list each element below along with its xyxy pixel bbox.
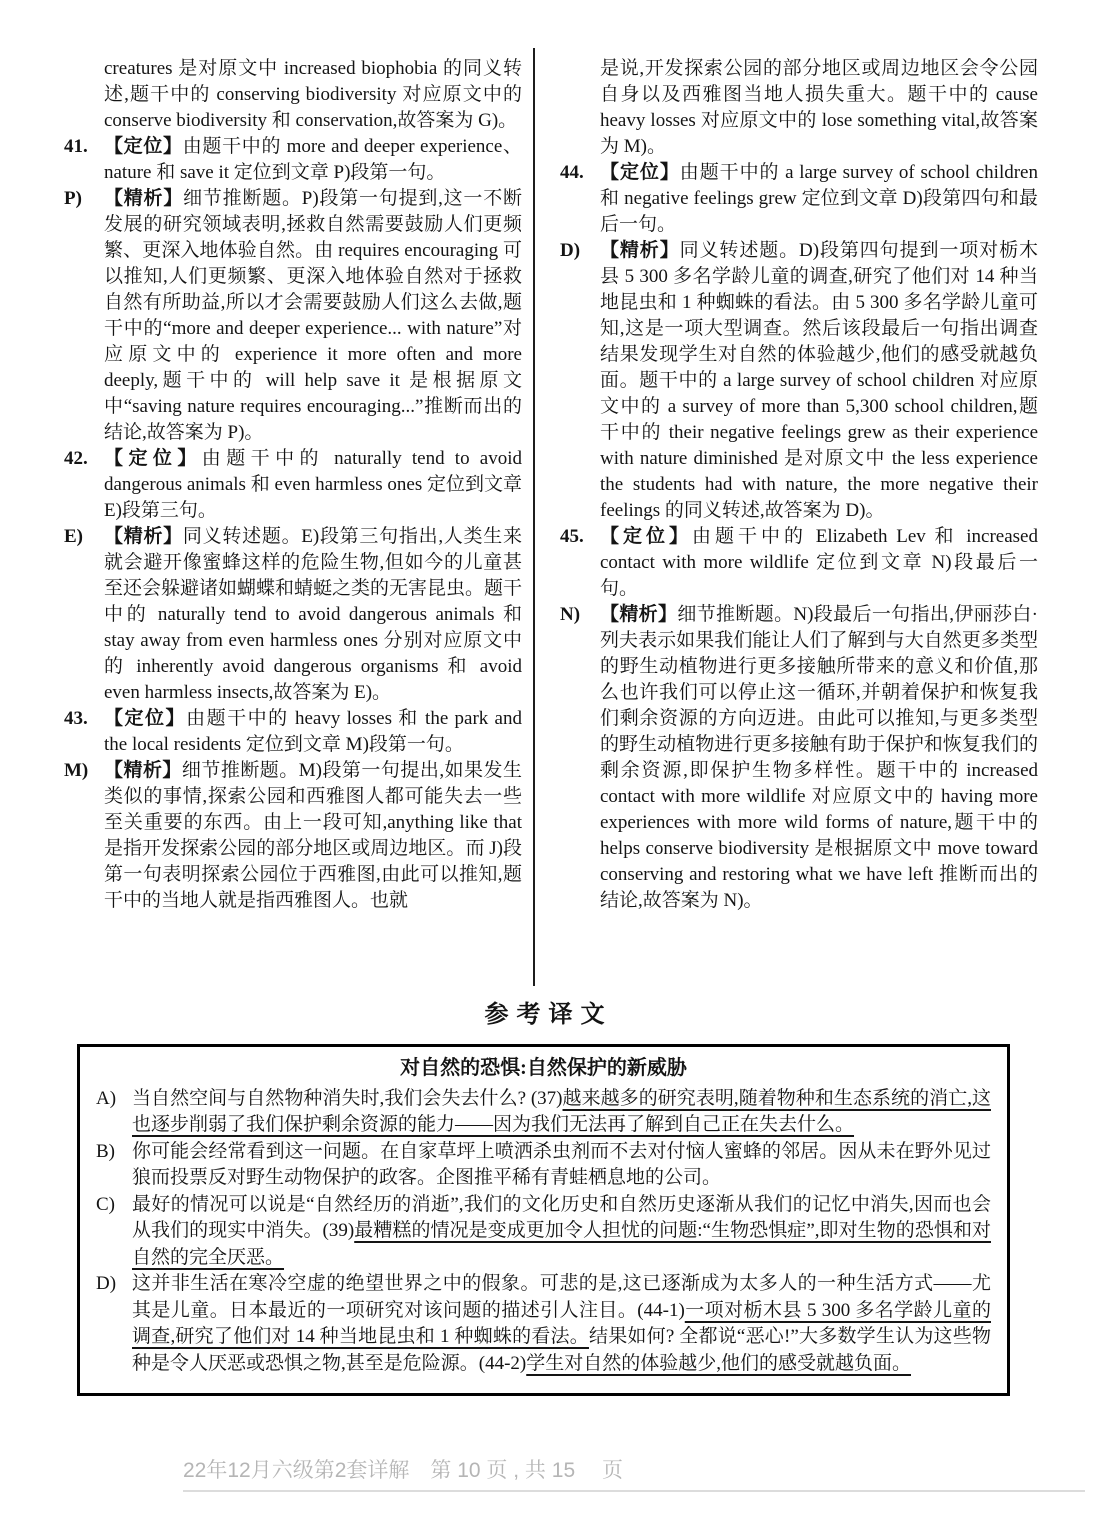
bold-term: 【精析】 <box>600 240 680 261</box>
item-marker: A) <box>96 1087 117 1109</box>
explanation-item <box>560 56 1038 160</box>
translation-paragraph <box>96 1086 991 1139</box>
text-run: 细节推断题。P)段第一句提到,这一不断发展的研究领域表明,拯救自然需要鼓励人们更频繁、更深入地体验自然。由 requires encouraging 可以推知,人们更频繁、更深入地体验自然对于拯救自然有所助益,所以才会需要鼓励人们这么去做,题干中的“more and deeper experience... with nature”对应原文中的 experience it more often and more deeply,题干中的 will help save it 是根据原文中“saving nature requires encouraging...”推断而出的结论,故答案为 P)。 <box>104 188 522 443</box>
text-run: creatures 是对原文中 increased biophobia 的同义转述,题干中的 conserving biodiversity 对应原文中的 conserve biodiversity 和 conservation,故答案为 G)。 <box>104 58 522 131</box>
item-marker: 43. <box>64 708 88 729</box>
explanation-item <box>64 446 522 524</box>
explanation-item <box>64 186 522 446</box>
text-run: 当自然空间与自然物种消失时,我们会失去什么? (37) <box>132 1087 563 1109</box>
item-marker: C) <box>96 1193 115 1215</box>
explanation-item <box>64 134 522 186</box>
underlined-text: 越来越多的研究表明,随着物种和生态系统的消亡,这也逐步削弱了我们保护剩余资源的能力——因为我们无法再了解到自己正在失去什么。 <box>132 1087 991 1135</box>
item-marker: 45. <box>560 526 584 547</box>
underlined-text: 一项对栃木县 5 300 多名学龄儿童的调查,研究了他们对 14 种当地昆虫和 1 种蜘蛛的看法。 <box>132 1299 991 1347</box>
text-run: 由题干中的 more and deeper experience、nature 和 save it 定位到文章 P)段第一句。 <box>104 136 522 183</box>
item-marker: 41. <box>64 136 88 157</box>
item-marker: D) <box>560 240 581 261</box>
translation-paragraph <box>96 1271 991 1377</box>
text-run: 由题干中的 naturally tend to avoid dangerous animals 和 even harmless ones 定位到文章 E)段第三句。 <box>104 448 522 521</box>
explanation-item <box>560 602 1038 914</box>
item-text <box>600 526 1038 599</box>
explanation-item <box>560 524 1038 602</box>
item-text <box>104 188 522 443</box>
item-text <box>104 760 522 911</box>
text-run: 细节推断题。M)段第一句提出,如果发生类似的事情,探索公园和西雅图人都可能失去一些至关重要的东西。由上一段可知,anything like that 是指开发探索公园的部分地区或周边地区。而 J)段第一句表明探索公园位于西雅图,由此可以推知,题干中的当地人就是指西雅图人。也就 <box>104 760 522 911</box>
bold-term: 【精析】 <box>104 188 184 209</box>
explanation-item <box>64 56 522 134</box>
item-marker: M) <box>64 760 89 781</box>
bold-term: 【精析】 <box>104 526 183 547</box>
item-text <box>104 708 522 755</box>
item-marker: D) <box>96 1273 117 1294</box>
text-run: 由题干中的 Elizabeth Lev 和 increased contact with more wildlife 定位到文章 N)段最后一句。 <box>600 526 1038 599</box>
bold-term: 【定位】 <box>104 708 187 729</box>
bold-term: 【定位】 <box>600 162 680 183</box>
item-text <box>104 448 522 521</box>
page-footer: 22年12月六级第2套详解 第 10 页 , 共 15 页 <box>183 1454 1085 1492</box>
answers-column-right <box>560 56 1038 914</box>
bold-term: 【精析】 <box>600 604 678 625</box>
underlined-text: 学生对自然的体验越少,他们的感受就越负面。 <box>526 1352 911 1374</box>
text-run: 同义转述题。E)段第三句指出,人类生来就会避开像蜜蜂这样的危险生物,但如今的儿童甚至还会躲避诸如蝴蝶和蜻蜓之类的无害昆虫。题干中的 naturally tend to avoid dangerous animals 和 stay away from even harmless ones 分别对应原文中的 inherently avoid dangerous organisms 和 avoid even harmless insects,故答案为 E)。 <box>104 526 523 703</box>
explanation-item <box>64 758 522 914</box>
text-run: 同义转述题。D)段第四句提到一项对栃木县 5 300 多名学龄儿童的调查,研究了他们对 14 种当地昆虫和 1 种蜘蛛的看法。由 5 300 多名学龄儿童可知,这是一项大型调查。然后该段最后一句指出调查结果发现学生对自然的体验越少,他们的感受就越负面。题干中的 a large survey of school children 对应原文中的 a survey of more than 5,300 school children,题干中的 their negative feelings grew as their experience with nature diminished 是对原文中 the less experience the students had with nature, the more negative their feelings 的同义转述,故答案为 D)。 <box>600 240 1038 521</box>
item-text <box>600 240 1038 521</box>
text-run: 这并非生活在寒冷空虚的绝望世界之中的假象。可悲的是,这已逐渐成为太多人的一种生活方式——尤其是儿童。日本最近的一项研究对该问题的描述引人注目。(44-1) <box>132 1273 991 1321</box>
item-marker: P) <box>64 188 82 209</box>
item-text <box>104 58 522 131</box>
item-text <box>132 1273 991 1374</box>
translation-paragraph <box>96 1139 991 1192</box>
item-marker: 44. <box>560 162 584 183</box>
item-marker: N) <box>560 604 581 625</box>
bold-term: 【精析】 <box>104 760 182 781</box>
translation-box <box>77 1044 1010 1396</box>
reference-translation-heading: 参考译文 <box>484 1002 613 1028</box>
text-run: 最好的情况可以说是“自然经历的消逝”,我们的文化历史和自然历史逐渐从我们的记忆中消失,因而也会从我们的现实中消失。(39) <box>132 1193 991 1241</box>
explanation-item <box>64 706 522 758</box>
text-run: 由题干中的 heavy losses 和 the park and the local residents 定位到文章 M)段第一句。 <box>104 708 522 755</box>
translation-title: 对自然的恐惧:自然保护的新威胁 <box>400 1057 687 1079</box>
column-divider-line <box>533 48 535 986</box>
underlined-text: 最糟糕的情况是变成更加令人担忧的问题:“生物恐惧症”,即对生物的恐惧和对自然的完全厌恶。 <box>132 1220 991 1268</box>
item-text <box>104 526 522 703</box>
explanation-item <box>64 524 522 706</box>
item-text <box>600 58 1038 157</box>
item-marker: E) <box>64 526 83 547</box>
translation-paragraphs <box>96 1086 991 1378</box>
bold-term: 【定位】 <box>104 136 183 157</box>
text-run: 细节推断题。N)段最后一句指出,伊丽莎白·列夫表示如果我们能让人们了解到与大自然更多类型的野生动植物进行更多接触所带来的意义和价值,那么也许我们可以停止这一循环,并朝着保护和恢复我们剩余资源的方向迈进。由此可以推知,与更多类型的野生动植物进行更多接触有助于保护和恢复我们的剩余资源,即保护生物多样性。题干中的 increased contact with more wildlife 对应原文中的 having more experiences with more wild forms of nature,题干中的 helps conserve biodiversity 是根据原文中 move toward conserving and restoring what we have left 推断而出的结论,故答案为 N)。 <box>600 604 1038 911</box>
item-text <box>132 1194 991 1268</box>
translation-paragraph <box>96 1192 991 1272</box>
text-run: 你可能会经常看到这一问题。在自家草坪上喷洒杀虫剂而不去对付恼人蜜蜂的邻居。因从未在野外见过狼而投票反对野生动物保护的政客。企图推平稀有青蛙栖息地的公司。 <box>132 1140 991 1188</box>
item-text <box>104 136 522 183</box>
answers-column-left <box>64 56 522 914</box>
item-text <box>132 1088 991 1136</box>
explanation-item <box>560 160 1038 238</box>
text-run: 是说,开发探索公园的部分地区或周边地区会令公园自身以及西雅图当地人损失重大。题干中的 cause heavy losses 对应原文中的 lose something vital,故答案为 M)。 <box>600 58 1038 157</box>
item-marker: B) <box>96 1140 115 1162</box>
item-text <box>600 162 1038 235</box>
bold-term: 【定位】 <box>600 526 692 547</box>
explanation-item <box>560 238 1038 524</box>
item-text <box>600 604 1038 911</box>
item-text <box>132 1141 991 1189</box>
bold-term: 【定位】 <box>104 448 202 469</box>
text-run: 由题干中的 a large survey of school children 和 negative feelings grew 定位到文章 D)段第四句和最后一句。 <box>600 162 1038 235</box>
text-run: 结果如何? 全都说“恶心!”大多数学生认为这些物种是令人厌恶或恐惧之物,甚至是危险源。(44-2) <box>132 1326 991 1374</box>
item-marker: 42. <box>64 448 88 469</box>
